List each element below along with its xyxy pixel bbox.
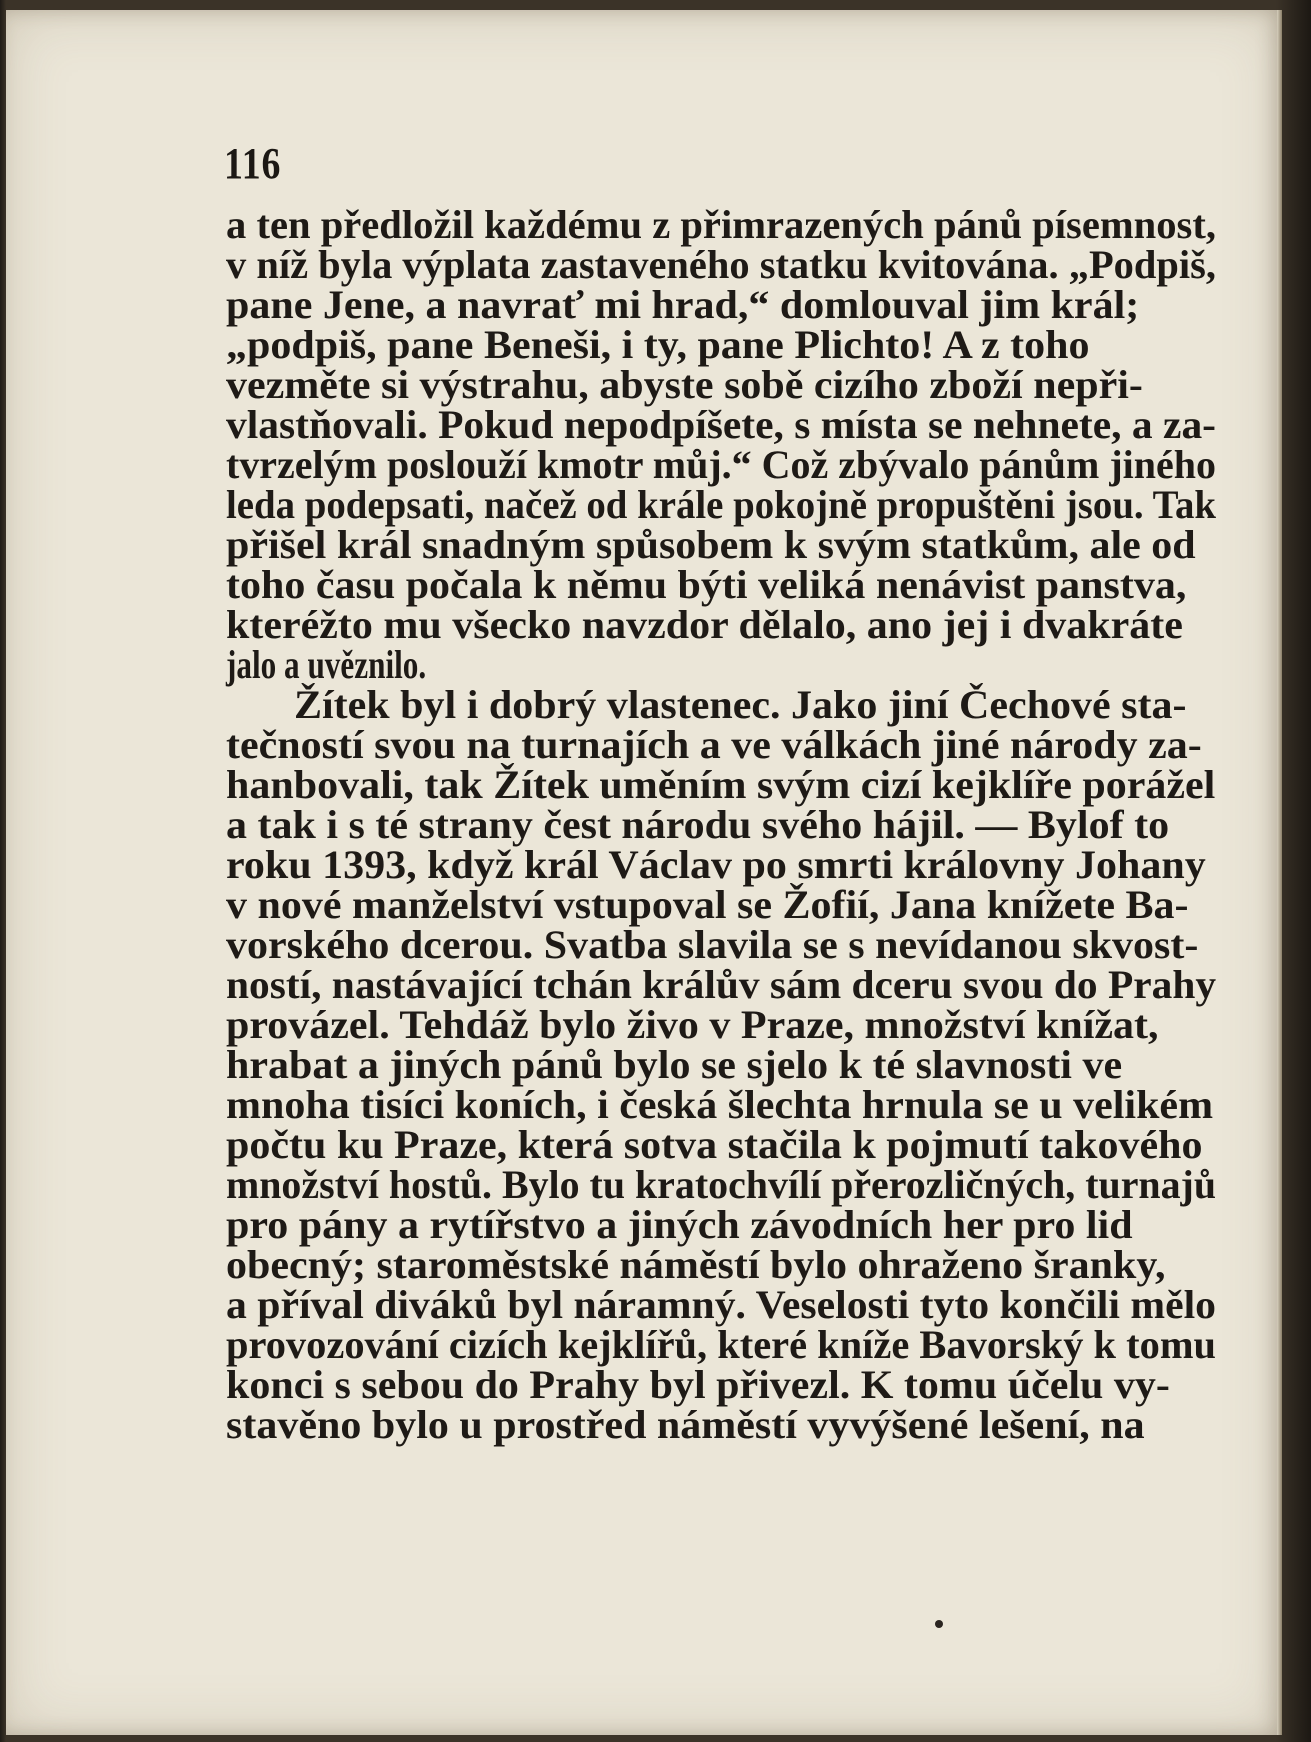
text-line-content: provozování cizích kejklířů, které kníže Bavorský k tomu — [226, 1322, 1217, 1367]
text-line — [226, 482, 1217, 527]
text-line-content: „podpiš, pane Beneši, i ty, pane Plichto! A z toho — [226, 322, 1090, 367]
text-line-content: Žítek byl i dobrý vlastenec. Jako jiní Čechové sta- — [294, 682, 1187, 727]
text-line — [226, 362, 1216, 407]
text-line-content: v nové manželství vstupoval se Žofií, Jana knížete Ba- — [226, 882, 1189, 927]
text-line-content: konci s sebou do Prahy byl přivezl. K tomu účelu vy- — [226, 1362, 1170, 1407]
text-line — [226, 842, 1216, 887]
text-line-content: pro pány a rytířstvo a jiných závodních her pro lid — [226, 1202, 1133, 1247]
text-line — [226, 442, 1216, 487]
text-line — [226, 722, 1216, 767]
text-line — [226, 202, 1216, 247]
text-line-content: pane Jene, a navrať mi hrad,“ domlouval jim král; — [226, 282, 1140, 327]
text-line-last — [226, 1402, 1216, 1447]
ink-dot-mark — [935, 1620, 943, 1628]
text-line — [226, 282, 1216, 327]
text-line-content: mnoha tisíci koních, i česká šlechta hrnula se u velikém — [226, 1082, 1214, 1127]
text-line — [226, 602, 1216, 647]
text-line-content: roku 1393, když král Václav po smrti královny Johany — [226, 842, 1206, 887]
book-page — [6, 10, 1282, 1735]
text-line-content: ností, nastávající tchán králův sám dceru svou do Prahy — [226, 962, 1217, 1007]
text-line-content: v níž byla výplata zastaveného statku kvitována. „Podpiš, — [226, 242, 1216, 287]
text-line-content: množství hostů. Bylo tu kratochvílí přerozličných, turnajů — [226, 1162, 1217, 1207]
text-line-content: přišel král snadným spůsobem k svým statkům, ale od — [226, 522, 1196, 567]
text-line-content: tečností svou na turnajích a ve válkách jiné národy za- — [226, 722, 1202, 767]
text-line — [226, 1242, 1216, 1287]
text-line-content: jalo a uvěznilo. — [226, 642, 427, 687]
text-line — [226, 562, 1216, 607]
text-line — [226, 762, 1216, 807]
text-line-content: kteréžto mu všecko navzdor dělalo, ano jej i dvakráte — [226, 602, 1183, 647]
page-edge — [1277, 10, 1282, 1735]
text-line-content: vezměte si výstrahu, abyste sobě cizího zboží nepři- — [226, 362, 1143, 407]
text-line-paragraph-end — [226, 642, 1216, 687]
text-line — [226, 1202, 1216, 1247]
text-line-content: obecný; staroměstské náměstí bylo ohraženo šranky, — [226, 1242, 1166, 1287]
text-line-content: počtu ku Praze, která sotva stačila k pojmutí takového — [226, 1122, 1203, 1167]
text-line — [226, 402, 1217, 447]
text-line — [226, 1322, 1217, 1367]
text-line-content: vlastňovali. Pokud nepodpíšete, s místa se nehnete, a za- — [226, 402, 1217, 447]
text-line-content: leda podepsati, načež od krále pokojně propuštěni jsou. Tak — [226, 482, 1217, 527]
text-line-content: vorského dcerou. Svatba slavila se s nevídanou skvost- — [226, 922, 1199, 967]
text-line — [226, 962, 1217, 1007]
text-line — [226, 802, 1216, 847]
text-line-content: a ten předložil každému z přimrazených pánů písemnost, — [226, 202, 1216, 247]
text-line-content: stavěno bylo u prostřed náměstí vyvýšené lešení, na — [226, 1402, 1145, 1447]
page-number: 116 — [224, 139, 282, 188]
text-line — [226, 242, 1216, 287]
text-line — [226, 322, 1216, 367]
text-line — [226, 1002, 1216, 1047]
text-line-content: tvrzelým poslouží kmotr můj.“ Což zbývalo pánům jiného — [226, 442, 1216, 487]
text-line-content: a příval diváků byl náramný. Veselosti tyto končili mělo — [226, 1282, 1217, 1327]
text-line — [226, 522, 1216, 567]
text-line-content: hanbovali, tak Žítek uměním svým cizí kejklíře porážel — [226, 762, 1216, 807]
text-line-paragraph-start — [226, 682, 1216, 727]
text-line — [226, 922, 1216, 967]
text-line-content: provázel. Tehdáž bylo živo v Praze, množství knížat, — [226, 1002, 1159, 1047]
text-line — [226, 1362, 1216, 1407]
text-line-content: toho času počala k němu býti veliká nenávist panstva, — [226, 562, 1187, 607]
text-line-content: a tak i s té strany čest národu svého hájil. — Bylof to — [226, 802, 1170, 847]
text-line-content: hrabat a jiných pánů bylo se sjelo k té slavnosti ve — [226, 1042, 1123, 1087]
text-line — [226, 1122, 1216, 1167]
text-line — [226, 1042, 1216, 1087]
text-line — [226, 1162, 1217, 1207]
body-text — [226, 202, 1217, 1447]
text-line — [226, 882, 1216, 927]
text-line — [226, 1282, 1217, 1327]
text-line — [226, 1082, 1216, 1127]
